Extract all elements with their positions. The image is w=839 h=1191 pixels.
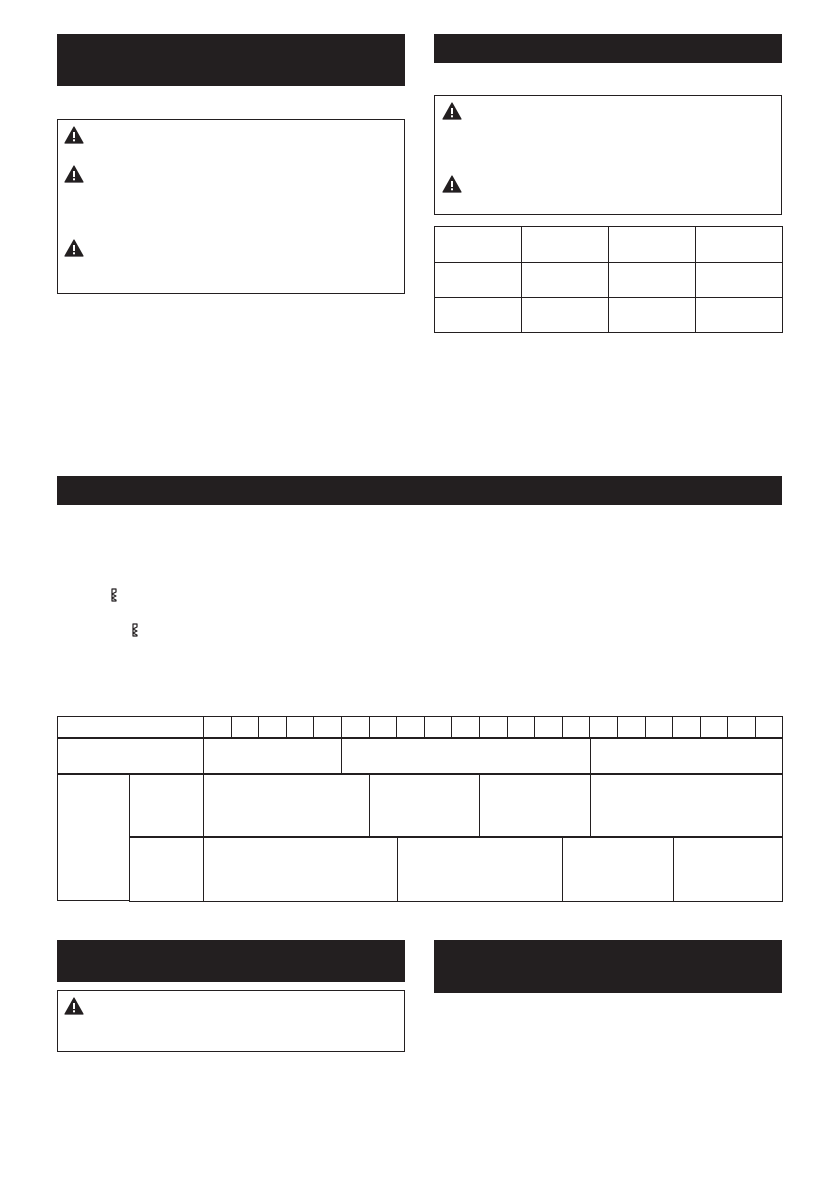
warning-triangle-icon — [64, 126, 84, 144]
table-cell — [522, 263, 609, 298]
table-cell — [609, 263, 696, 298]
table-row — [435, 298, 783, 333]
drill-bit-icon — [131, 623, 139, 639]
upper-left-heading-bar — [57, 34, 405, 86]
upper-left-warning-box — [57, 119, 405, 294]
setting-cell — [755, 717, 783, 739]
warning-triangle-icon — [442, 175, 462, 193]
setting-cell — [369, 717, 397, 739]
setting-label — [130, 774, 204, 838]
setting-label — [130, 837, 204, 902]
setting-cell — [204, 837, 398, 902]
table-cell — [435, 263, 522, 298]
setting-cell — [342, 738, 591, 775]
setting-cell — [728, 717, 756, 739]
table-cell — [609, 227, 696, 263]
table-cell — [696, 298, 783, 333]
setting-cell — [259, 717, 287, 739]
upper-right-table — [434, 226, 783, 333]
table-cell — [609, 298, 696, 333]
table-cell — [435, 298, 522, 333]
setting-cell — [341, 717, 369, 739]
lower-left-heading-bar — [57, 940, 405, 982]
setting-cell — [370, 774, 480, 838]
setting-cell — [700, 717, 728, 739]
middle-heading-bar — [57, 476, 782, 505]
warning-triangle-icon — [64, 239, 84, 257]
table-cell — [522, 227, 609, 263]
setting-cell — [479, 717, 507, 739]
setting-cell — [590, 717, 618, 739]
setting-cell — [535, 717, 563, 739]
setting-cell — [398, 837, 563, 902]
table-cell — [522, 298, 609, 333]
setting-table-row4 — [129, 836, 783, 902]
setting-cell — [204, 738, 342, 775]
lower-left-warning-box — [57, 990, 405, 1052]
table-cell — [696, 263, 783, 298]
setting-cell — [563, 837, 674, 902]
setting-cell — [480, 774, 591, 838]
setting-cell — [617, 717, 645, 739]
upper-right-warning-box — [434, 95, 782, 215]
setting-cell — [591, 738, 783, 775]
setting-cell — [673, 717, 701, 739]
setting-table-row3 — [129, 773, 783, 838]
setting-cell — [507, 717, 535, 739]
setting-label — [58, 717, 204, 739]
warning-triangle-icon — [64, 165, 84, 183]
setting-cell — [314, 717, 342, 739]
setting-cell — [204, 717, 232, 739]
setting-cell — [424, 717, 452, 739]
setting-cell — [674, 837, 783, 902]
table-cell — [435, 227, 522, 263]
setting-cell — [231, 717, 259, 739]
lower-right-heading-bar — [434, 940, 782, 993]
setting-table-group-cell — [57, 773, 130, 901]
setting-table-row1 — [57, 716, 783, 739]
upper-right-heading-bar — [434, 34, 782, 63]
drill-bit-icon — [110, 588, 118, 604]
table-row — [435, 227, 783, 263]
table-row — [435, 263, 783, 298]
setting-table-row2 — [57, 737, 783, 775]
setting-cell — [562, 717, 590, 739]
warning-triangle-icon — [64, 997, 84, 1015]
setting-cell — [397, 717, 425, 739]
setting-cell — [286, 717, 314, 739]
setting-cell — [591, 774, 783, 838]
setting-cell — [645, 717, 673, 739]
setting-cell — [452, 717, 480, 739]
setting-label — [58, 738, 204, 775]
warning-triangle-icon — [442, 102, 462, 120]
table-cell — [696, 227, 783, 263]
setting-cell — [204, 774, 370, 838]
